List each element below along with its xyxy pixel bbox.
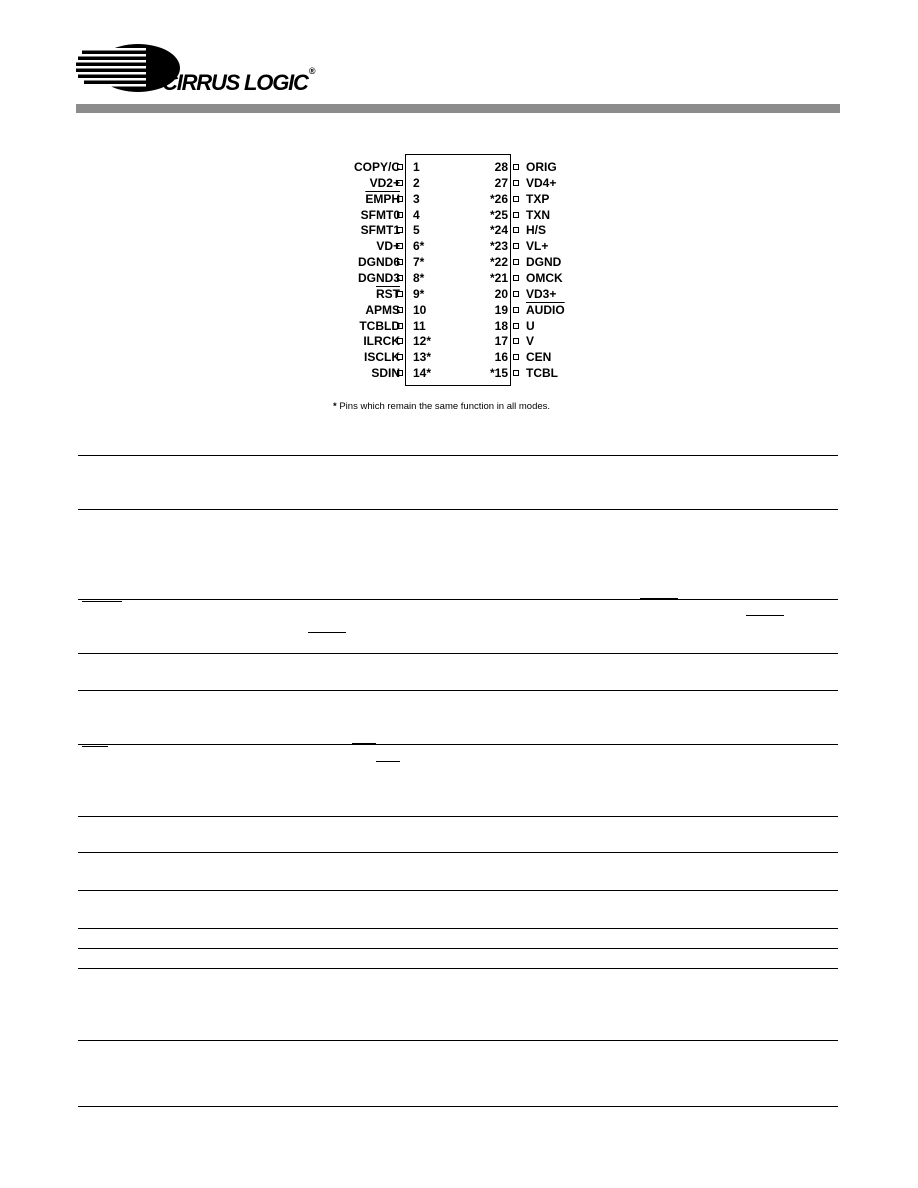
pin-row-right: [0, 222, 918, 238]
pin-box-icon: [513, 291, 519, 297]
pin-number: *25: [489, 207, 508, 222]
pin-name: DGND: [526, 255, 562, 270]
table-rule: [78, 599, 838, 600]
pin-name: TCBL: [526, 366, 558, 381]
pin-box-icon: [513, 243, 519, 249]
pin-number: *23: [489, 239, 508, 254]
pin-box-icon: [513, 180, 519, 186]
pin-number: 18: [494, 318, 508, 333]
pin-number: 19: [494, 302, 508, 317]
pin-row-right: [0, 333, 918, 349]
pin-row-right: [0, 191, 918, 207]
table-rule: [78, 744, 838, 745]
pin-row-right: [0, 286, 918, 302]
pin-name: ISCLK: [364, 350, 400, 365]
pinout-footnote: * Pins which remain the same function in all modes.: [333, 401, 551, 412]
pin-name: OMCK: [526, 270, 563, 285]
table-rule: [78, 653, 838, 654]
overline-mark: [82, 746, 108, 747]
pin-name: EMPH: [365, 191, 400, 206]
pin-number: 6*: [413, 239, 425, 254]
pin-row-right: [0, 238, 918, 254]
pin-row-right: [0, 270, 918, 286]
pin-name: $\overline{RST}$: [376, 286, 400, 301]
table-rule: [78, 968, 838, 969]
pin-row-right: [0, 254, 918, 270]
pin-row-right: [0, 175, 918, 191]
pin-number: 4: [413, 207, 420, 222]
pin-row-right: [0, 302, 918, 318]
pin-number: 13*: [413, 350, 432, 365]
overline-mark: [82, 601, 122, 602]
overline-mark: [376, 761, 400, 762]
pin-number: 5: [413, 223, 420, 238]
pin-box-icon: [513, 354, 519, 360]
pin-number: 11: [413, 318, 426, 333]
pin-row-right: [0, 365, 918, 381]
pin-box-icon: [513, 275, 519, 281]
table-rule: [78, 1040, 838, 1041]
pin-name: SFMT0: [360, 207, 400, 222]
pin-number: *22: [489, 255, 508, 270]
pin-number: 2: [413, 175, 420, 190]
pin-name: DGND6: [357, 255, 400, 270]
pin-number: 27: [494, 175, 508, 190]
pin-box-icon: [513, 212, 519, 218]
pin-name: VD4+: [526, 175, 557, 190]
table-rule: [78, 509, 838, 510]
pin-number: 17: [494, 334, 508, 349]
pin-name: ORIG: [526, 160, 557, 174]
pin-number: 12*: [413, 334, 432, 349]
pin-name: VD2+: [369, 175, 400, 190]
table-rule: [78, 455, 838, 456]
pin-name: DGND3: [357, 270, 400, 285]
pin-name: H/S: [526, 223, 547, 238]
table-rule: [78, 948, 838, 949]
pin-number: 28: [494, 160, 508, 174]
pin-name: SFMT1: [360, 223, 400, 238]
overline-mark: [640, 598, 678, 599]
table-rule: [78, 690, 838, 691]
header-bar: [76, 104, 840, 113]
pin-box-icon: [513, 307, 519, 313]
pin-name: V: [526, 334, 535, 349]
table-rule: [78, 852, 838, 853]
pin-name: VD3+: [526, 286, 557, 301]
pin-box-icon: [513, 164, 519, 170]
pin-name: VD+: [376, 239, 400, 254]
pin-number: 20: [494, 286, 508, 301]
table-rule: [78, 890, 838, 891]
pin-number: 14*: [413, 366, 432, 381]
pin-number: 1: [413, 160, 420, 174]
pin-row-right: [0, 349, 918, 365]
pin-number: 16: [494, 350, 508, 365]
pin-name: AUDIO: [526, 302, 565, 317]
pin-name: CEN: [526, 350, 552, 365]
pin-number: 3: [413, 191, 420, 206]
pin-box-icon: [513, 370, 519, 376]
overline-mark: [746, 615, 784, 616]
pin-number: 8*: [413, 270, 425, 285]
pin-name: COPY/C: [353, 160, 400, 174]
overline-mark: [308, 632, 346, 633]
pin-name: APMS: [365, 302, 400, 317]
pin-name: SDIN: [371, 366, 400, 381]
pin-number: 7*: [413, 255, 425, 270]
pin-number: *26: [489, 191, 508, 206]
pin-number: *24: [489, 223, 508, 238]
table-rule: [78, 816, 838, 817]
pin-number: *21: [489, 270, 508, 285]
table-rule: [78, 928, 838, 929]
pin-name: U: [526, 318, 535, 333]
pin-row-right: [0, 318, 918, 334]
pin-number: 9*: [413, 286, 425, 301]
pin-name: TCBLD: [359, 318, 400, 333]
pin-row-right: [0, 207, 918, 223]
pin-box-icon: [513, 323, 519, 329]
pin-name: TXN: [526, 207, 550, 222]
pin-box-icon: [513, 196, 519, 202]
footer-rule: [78, 1106, 838, 1107]
overline-mark: [352, 743, 376, 744]
pin-box-icon: [513, 227, 519, 233]
pin-number: 10: [413, 302, 427, 317]
pin-box-icon: [513, 338, 519, 344]
pin-name: ILRCK: [363, 334, 400, 349]
pin-row-right: [0, 159, 918, 175]
pin-number: *15: [489, 366, 508, 381]
pin-name: TXP: [526, 191, 550, 206]
pin-box-icon: [513, 259, 519, 265]
brand-wordmark: CIRRUS LOGIC®: [162, 65, 315, 95]
pin-name: VL+: [526, 239, 549, 254]
